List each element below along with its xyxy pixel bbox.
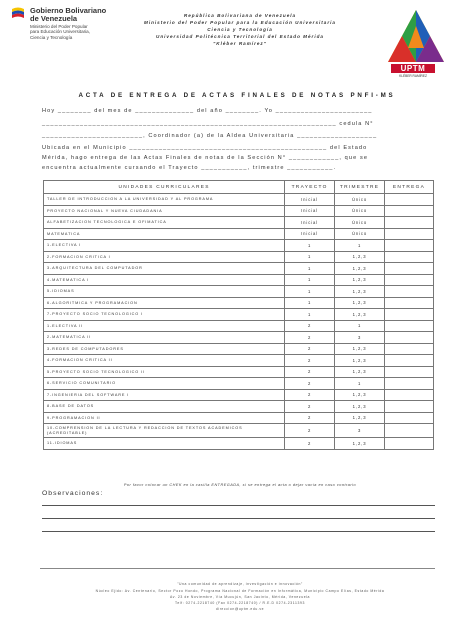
trayecto-cell: 2 bbox=[285, 438, 335, 450]
unit-name-cell: 7-INGENIERIA DEL SOFTWARE I bbox=[44, 389, 285, 401]
entrega-checkbox-cell[interactable] bbox=[385, 343, 434, 355]
document-title: ACTA DE ENTREGA DE ACTAS FINALES DE NOTAS PNFI-MS bbox=[78, 92, 396, 99]
observation-line[interactable] bbox=[42, 531, 435, 532]
table-row bbox=[44, 438, 434, 450]
table-row bbox=[44, 205, 434, 217]
unit-name-cell: ALFABETIZACION TECNOLOGICA E OFIMATICA bbox=[44, 217, 285, 229]
unit-name-cell: 8-BASE DE DATOS bbox=[44, 401, 285, 413]
footer-line: Av. 23 de Noviembre, Vía Mucujún, San Jacinto, Mérida, Venezuela bbox=[169, 595, 311, 599]
entrega-checkbox-cell[interactable] bbox=[385, 366, 434, 378]
trayecto-cell: 1 bbox=[285, 286, 335, 298]
trayecto-cell: 2 bbox=[285, 343, 335, 355]
entrega-checkbox-cell[interactable] bbox=[385, 412, 434, 424]
table-row bbox=[44, 194, 434, 206]
trimestre-cell: 1,2,3 bbox=[335, 412, 385, 424]
trimestre-cell: 1,2,3 bbox=[335, 366, 385, 378]
table-row bbox=[44, 217, 434, 229]
table-row bbox=[44, 286, 434, 298]
trimestre-cell: 3 bbox=[335, 332, 385, 344]
table-row bbox=[44, 320, 434, 332]
header-line: "Kléber Ramírez" bbox=[213, 41, 267, 46]
header-line: Ministerio del Poder Popular para la Educación Universitaria bbox=[144, 20, 336, 25]
unit-name-cell: 7-PROYECTO SOCIO TECNOLOGICO I bbox=[44, 309, 285, 321]
trayecto-cell: Inicial bbox=[285, 228, 335, 240]
table-row bbox=[44, 228, 434, 240]
trimestre-cell: Único bbox=[335, 217, 385, 229]
header-line: Ciencia y Tecnología bbox=[207, 27, 273, 32]
trimestre-cell: 1,2,3 bbox=[335, 263, 385, 275]
trayecto-cell: 1 bbox=[285, 263, 335, 275]
curricular-units-table bbox=[43, 180, 434, 450]
entrega-checkbox-cell[interactable] bbox=[385, 297, 434, 309]
trimestre-cell: 1,2,3 bbox=[335, 251, 385, 263]
unit-name-cell: 4-MATEMATICA I bbox=[44, 274, 285, 286]
unit-name-cell: 10-COMPRENSION DE LA LECTURA Y REDACCION DE TEXTOS ACADEMICOS (ACREDITABLE) bbox=[44, 424, 285, 438]
table-row bbox=[44, 401, 434, 413]
unit-name-cell: 3-ARQUITECTURA DEL COMPUTADOR bbox=[44, 263, 285, 275]
instruction-note: Por favor colocar un CHEK en la casilla ENTREGADA, si se entrega el acta o dejar vacía en caso contrario bbox=[123, 483, 357, 487]
unit-name-cell: 2-MATEMATICA II bbox=[44, 332, 285, 344]
entrega-checkbox-cell[interactable] bbox=[385, 240, 434, 252]
entrega-checkbox-cell[interactable] bbox=[385, 274, 434, 286]
observation-line[interactable] bbox=[42, 518, 435, 519]
footer-divider bbox=[40, 568, 435, 569]
trayecto-cell: Inicial bbox=[285, 217, 335, 229]
trayecto-cell: 2 bbox=[285, 424, 335, 438]
col-header-units: UNIDADES CURRICULARES bbox=[44, 181, 285, 194]
entrega-checkbox-cell[interactable] bbox=[385, 389, 434, 401]
trimestre-cell: Único bbox=[335, 205, 385, 217]
table-row bbox=[44, 332, 434, 344]
trayecto-cell: 1 bbox=[285, 297, 335, 309]
entrega-checkbox-cell[interactable] bbox=[385, 424, 434, 438]
unit-name-cell: PROYECTO NACIONAL Y NUEVA CIUDADANIA bbox=[44, 205, 285, 217]
table-row bbox=[44, 412, 434, 424]
trimestre-cell: 1,2,3 bbox=[335, 355, 385, 367]
entrega-checkbox-cell[interactable] bbox=[385, 217, 434, 229]
table-row bbox=[44, 366, 434, 378]
trimestre-cell: 1,2,3 bbox=[335, 343, 385, 355]
footer-email: direccion@uptm.edu.ve bbox=[215, 607, 265, 611]
entrega-checkbox-cell[interactable] bbox=[385, 251, 434, 263]
table-row bbox=[44, 355, 434, 367]
trimestre-cell: 1,2,3 bbox=[335, 401, 385, 413]
entrega-checkbox-cell[interactable] bbox=[385, 401, 434, 413]
trayecto-cell: 1 bbox=[285, 309, 335, 321]
entrega-checkbox-cell[interactable] bbox=[385, 355, 434, 367]
table-row bbox=[44, 309, 434, 321]
entrega-checkbox-cell[interactable] bbox=[385, 332, 434, 344]
unit-name-cell: 4-FORMACION CRITICA II bbox=[44, 355, 285, 367]
uptm-subtitle: KLÉBER RAMÍREZ bbox=[399, 74, 427, 78]
trimestre-cell: 3 bbox=[335, 424, 385, 438]
form-line-date: Hoy ________ del mes de ______________ del año ________. Yo _______________________ bbox=[42, 108, 373, 114]
unit-name-cell: MATEMATICA bbox=[44, 228, 285, 240]
trimestre-cell: Único bbox=[335, 194, 385, 206]
trayecto-cell: 1 bbox=[285, 251, 335, 263]
form-line-municipio: Ubicada en el Municipio _______________________________________________ del Estado bbox=[42, 145, 368, 151]
table-row bbox=[44, 389, 434, 401]
observations-label: Observaciones: bbox=[42, 490, 104, 497]
entrega-checkbox-cell[interactable] bbox=[385, 205, 434, 217]
entrega-checkbox-cell[interactable] bbox=[385, 228, 434, 240]
unit-name-cell: 6-ALGORITMICA Y PROGRAMACION bbox=[44, 297, 285, 309]
form-line-cedula: ______________________________________________________________________ cedula N° bbox=[42, 121, 374, 127]
trimestre-cell: 1 bbox=[335, 240, 385, 252]
ministry-line: para Educación Universitaria, bbox=[30, 29, 91, 35]
trayecto-cell: Inicial bbox=[285, 205, 335, 217]
unit-name-cell: 5-PROYECTO SOCIO TECNOLOGICO II bbox=[44, 366, 285, 378]
unit-name-cell: 9-PROGRAMACION II bbox=[44, 412, 285, 424]
table-row bbox=[44, 274, 434, 286]
trayecto-cell: 2 bbox=[285, 389, 335, 401]
trayecto-cell: 2 bbox=[285, 378, 335, 390]
trayecto-cell: 1 bbox=[285, 274, 335, 286]
ministry-line: Ciencia y Tecnología bbox=[30, 34, 73, 40]
form-line-section: Mérida, hago entrega de las Actas Finales de notas de la Sección N° ____________, que se bbox=[42, 155, 369, 161]
entrega-checkbox-cell[interactable] bbox=[385, 309, 434, 321]
unit-name-cell: 1-ELECTIVA I bbox=[44, 240, 285, 252]
col-header-trayecto: TRAYECTO bbox=[285, 181, 335, 194]
entrega-checkbox-cell[interactable] bbox=[385, 194, 434, 206]
unit-name-cell: 11-IDIOMAS bbox=[44, 438, 285, 450]
table-row bbox=[44, 424, 434, 438]
form-line-coordinator: ________________________, Coordinador (a) de la Aldea Universitaria ___________________ bbox=[42, 133, 378, 139]
trayecto-cell: 2 bbox=[285, 412, 335, 424]
entrega-checkbox-cell[interactable] bbox=[385, 438, 434, 450]
ministry-line: Ministerio del Poder Popular bbox=[30, 24, 88, 29]
table-row bbox=[44, 297, 434, 309]
gov-title-line-2: de Venezuela bbox=[30, 14, 78, 23]
table-row bbox=[44, 263, 434, 275]
table-row bbox=[44, 343, 434, 355]
trayecto-cell: 2 bbox=[285, 355, 335, 367]
trimestre-cell: 1,2,3 bbox=[335, 309, 385, 321]
gov-title-line-1: Gobierno Bolivariano bbox=[30, 6, 107, 15]
trimestre-cell: 1,2,3 bbox=[335, 274, 385, 286]
trimestre-cell: 1 bbox=[335, 320, 385, 332]
entrega-checkbox-cell[interactable] bbox=[385, 286, 434, 298]
trimestre-cell: 1,2,3 bbox=[335, 286, 385, 298]
uptm-label: UPTM bbox=[391, 64, 435, 73]
footer-line: Núcleo Ejido: Av. Centenario, Sector Pozo Hondo, Programa Nacional de Formación en Informática, Municipio Campo Elías, Estado Mérida bbox=[95, 589, 385, 593]
unit-name-cell: 2-FORMACION CRITICA I bbox=[44, 251, 285, 263]
unit-name-cell: 5-IDIOMAS bbox=[44, 286, 285, 298]
trayecto-cell: 2 bbox=[285, 332, 335, 344]
header-line: Universidad Politécnica Territorial del Estado Mérida bbox=[156, 34, 324, 39]
unit-name-cell: 3-REDES DE COMPUTADORES bbox=[44, 343, 285, 355]
trayecto-cell: 2 bbox=[285, 366, 335, 378]
footer-line: Telf: 0274-2218740 (Fax 0274-2218740) / R.E.D 0274-2311393 bbox=[175, 601, 305, 605]
observation-line[interactable] bbox=[42, 505, 435, 506]
unit-name-cell: TALLER DE INTRODUCCION A LA UNIVERSIDAD Y AL PROGRAMA bbox=[44, 194, 285, 206]
table-header-row bbox=[44, 181, 434, 194]
trimestre-cell: 1,2,3 bbox=[335, 297, 385, 309]
table-row bbox=[44, 251, 434, 263]
trayecto-cell: 2 bbox=[285, 401, 335, 413]
table-row bbox=[44, 378, 434, 390]
trayecto-cell: 2 bbox=[285, 320, 335, 332]
trayecto-cell: Inicial bbox=[285, 194, 335, 206]
trayecto-cell: 1 bbox=[285, 240, 335, 252]
entrega-checkbox-cell[interactable] bbox=[385, 378, 434, 390]
government-logo bbox=[10, 6, 130, 46]
col-header-entrega: ENTREGA bbox=[385, 181, 434, 194]
form-line-trayecto: encuentra actualmente cursando el Trayecto ___________, trimestre ___________. bbox=[42, 165, 337, 171]
trimestre-cell: 1,2,3 bbox=[335, 438, 385, 450]
trimestre-cell: 1 bbox=[335, 378, 385, 390]
venezuela-flag-icon bbox=[10, 6, 26, 22]
col-header-trimestre: TRIMESTRE bbox=[335, 181, 385, 194]
footer-motto: "Una comunidad de aprendizaje, investigación e innovación" bbox=[177, 582, 303, 586]
table-row bbox=[44, 240, 434, 252]
header-line: República Bolivariana de Venezuela bbox=[183, 13, 297, 18]
entrega-checkbox-cell[interactable] bbox=[385, 263, 434, 275]
entrega-checkbox-cell[interactable] bbox=[385, 320, 434, 332]
unit-name-cell: 6-SERVICIO COMUNITARIO bbox=[44, 378, 285, 390]
trimestre-cell: Único bbox=[335, 228, 385, 240]
trimestre-cell: 1,2,3 bbox=[335, 389, 385, 401]
unit-name-cell: 1-ELECTIVA II bbox=[44, 320, 285, 332]
